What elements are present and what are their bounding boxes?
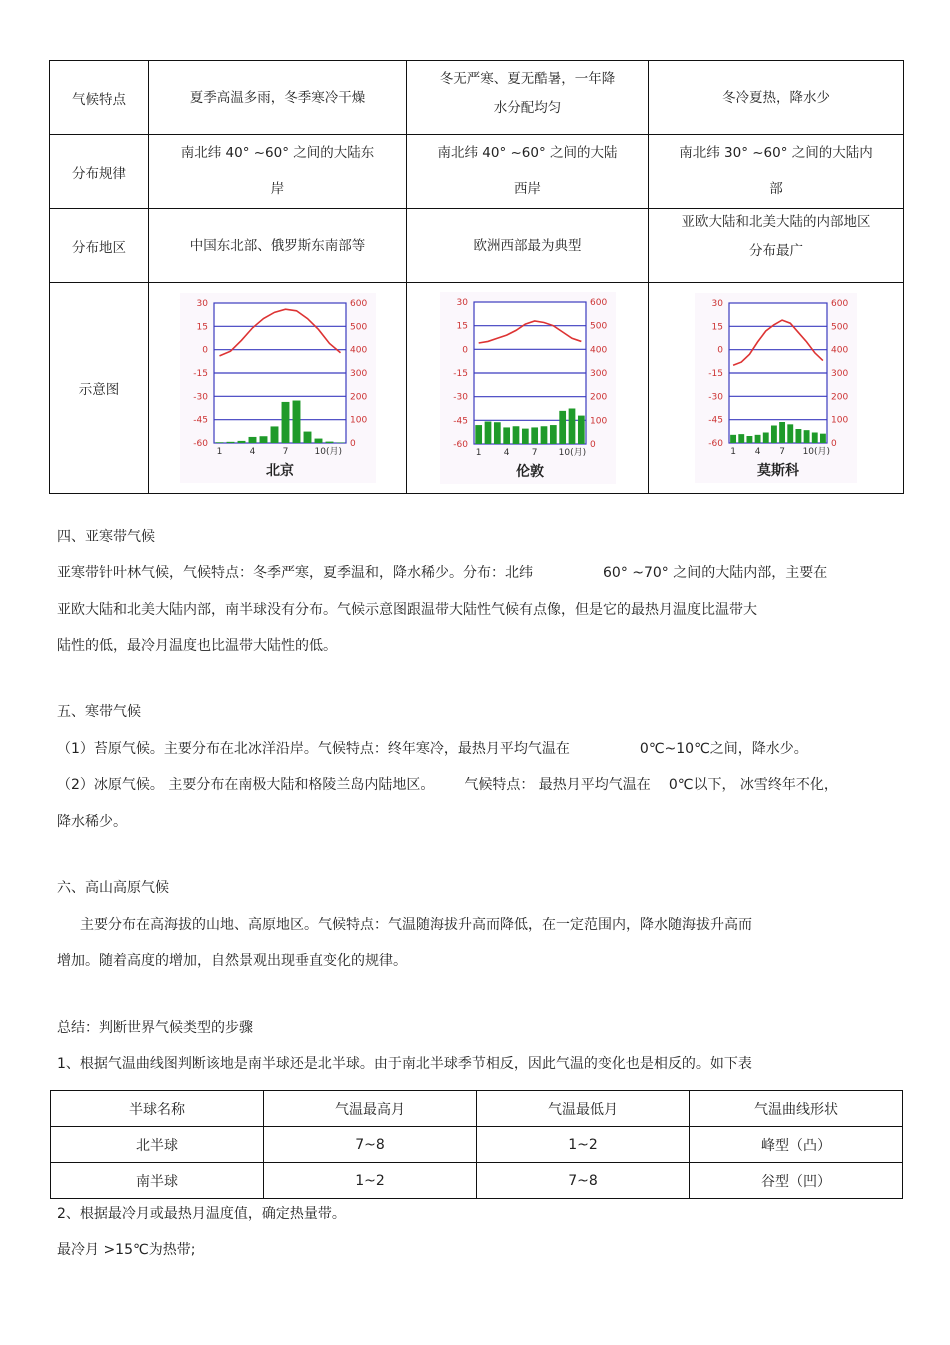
- table-header: 半球名称: [51, 1091, 264, 1127]
- y-left-tick-label: -60: [708, 439, 723, 449]
- text-span: 0℃以下， 冰雪终年不化，: [668, 777, 838, 793]
- x-tick-label: 4: [754, 447, 761, 457]
- table-row: [51, 1163, 903, 1199]
- precip-bar: [484, 422, 491, 444]
- table-cell: [407, 209, 649, 283]
- row-label: 分布规律: [50, 135, 149, 209]
- table-cell: 1~2: [264, 1163, 477, 1199]
- precip-bar: [746, 436, 752, 443]
- y-right-tick-label: 500: [589, 321, 607, 332]
- section4-title: 四、亚寒带气候: [57, 529, 155, 545]
- precip-bar: [531, 427, 538, 444]
- y-left-tick-label: -60: [192, 439, 208, 449]
- x-tick-label: 1: [475, 448, 482, 458]
- y-right-tick-label: 200: [349, 392, 367, 403]
- section6-line2: 增加。随着高度的增加，自然景观出现垂直变化的规律。: [57, 953, 407, 969]
- table-cell: 峰型（凸）: [690, 1127, 903, 1163]
- section5-line2: [57, 776, 838, 794]
- row-label: 分布地区: [50, 209, 149, 283]
- climate-table: [49, 60, 904, 494]
- cell-text: 南北纬 30° ~60° 之间的大陆内: [679, 145, 873, 161]
- cell-text: 分布最广: [749, 243, 803, 259]
- table-row: [51, 1127, 903, 1163]
- y-left-tick-label: -15: [452, 369, 468, 379]
- y-right-tick-label: 500: [831, 322, 849, 333]
- cell-text: 中国东北部、俄罗斯东南部等: [189, 237, 366, 254]
- cell-text: 部: [769, 181, 783, 197]
- table-cell: [149, 61, 407, 135]
- summary-title: 总结：判断世界气候类型的步骤: [57, 1020, 253, 1036]
- table-cell: [649, 135, 904, 209]
- y-right-tick-label: 500: [349, 322, 367, 333]
- y-right-tick-label: 0: [349, 439, 356, 449]
- table-cell: 1~2: [477, 1127, 690, 1163]
- summary-step2: 2、根据最冷月或最热月温度值，确定热量带。: [57, 1206, 346, 1222]
- cell-text: 西岸: [514, 181, 541, 197]
- precip-bar: [755, 435, 761, 443]
- summary-step3: 最冷月 >15℃为热带;: [57, 1242, 196, 1258]
- y-right-tick-label: 300: [831, 369, 849, 379]
- cell-text: 欧洲西部最为典型: [473, 237, 582, 254]
- y-right-tick-label: 600: [349, 299, 367, 309]
- x-tick-label: 7: [282, 447, 288, 457]
- precip-bar: [549, 425, 556, 444]
- x-tick-label: 4: [249, 447, 255, 457]
- chart-title: 伦敦: [515, 464, 544, 480]
- table-row: [50, 135, 904, 209]
- y-left-tick-label: -45: [452, 416, 468, 427]
- precip-bar: [292, 401, 300, 443]
- y-right-tick-label: 200: [831, 392, 849, 403]
- cell-text: 冬无严寒、夏无酷暑，一年降: [439, 71, 616, 87]
- table-header-row: [51, 1091, 903, 1127]
- x-tick-label: 10(月): [802, 447, 831, 457]
- precip-bar: [303, 432, 311, 443]
- y-left-tick-label: -45: [708, 415, 723, 426]
- cell-text: 南北纬 40° ~60° 之间的大陆东: [180, 145, 375, 161]
- table-header: 气温最低月: [477, 1091, 690, 1127]
- chart-cell: [149, 283, 407, 494]
- text-span: 0℃~10℃之间，降水少。: [639, 741, 808, 757]
- y-left-tick-label: 15: [711, 322, 723, 333]
- precip-bar: [787, 424, 793, 443]
- x-tick-label: 7: [779, 447, 785, 457]
- x-tick-label: 10(月): [558, 448, 586, 458]
- row-label: 示意图: [50, 283, 149, 494]
- precip-bar: [248, 437, 256, 443]
- hemisphere-table: [50, 1090, 903, 1199]
- table-row: [50, 61, 904, 135]
- y-left-tick-label: -15: [708, 369, 723, 379]
- chart-cell: [407, 283, 649, 494]
- table-cell: [649, 61, 904, 135]
- precip-bar: [226, 442, 234, 443]
- y-left-tick-label: 30: [456, 298, 468, 308]
- y-left-tick-label: -15: [192, 369, 208, 379]
- text-span: 亚寒带针叶林气候，气候特点：冬季严寒，夏季温和，降水稀少。分布：北纬: [57, 565, 533, 581]
- precip-bar: [503, 427, 510, 444]
- precip-bar: [540, 426, 547, 444]
- y-left-tick-label: 30: [711, 299, 723, 309]
- y-right-tick-label: 400: [831, 345, 849, 356]
- section5-title: 五、寒带气候: [57, 704, 141, 720]
- text-span: 气候特点： 最热月平均气温在: [464, 777, 651, 793]
- table-cell: 7~8: [477, 1163, 690, 1199]
- table-cell: [649, 209, 904, 283]
- section4-line1: [57, 564, 827, 582]
- y-right-tick-label: 400: [589, 345, 607, 356]
- chart-title: 莫斯科: [757, 463, 799, 479]
- table-row: [50, 283, 904, 494]
- x-tick-label: 7: [531, 448, 538, 458]
- section4-line3: 陆性的低，最冷月温度也比温带大陆性的低。: [57, 638, 337, 654]
- y-left-tick-label: 0: [717, 345, 723, 356]
- precip-bar: [779, 422, 785, 443]
- text-span: （1）苔原气候。主要分布在北冰洋沿岸。气候特点：终年寒冷，最热月平均气温在: [57, 741, 570, 757]
- precip-bar: [577, 416, 584, 444]
- y-right-tick-label: 100: [349, 415, 367, 426]
- climate-chart-beijing: [180, 293, 376, 483]
- precip-bar: [738, 434, 744, 443]
- y-left-tick-label: -30: [192, 392, 208, 403]
- section5-line3: 降水稀少。: [57, 814, 127, 830]
- table-header: 气温曲线形状: [690, 1091, 903, 1127]
- summary-step1: 1、根据气温曲线图判断该地是南半球还是北半球。由于南北半球季节相反，因此气温的变化也是相反的。如下表: [57, 1056, 752, 1072]
- cell-text: 亚欧大陆和北美大陆的内部地区: [681, 214, 871, 230]
- precip-bar: [493, 422, 500, 444]
- chart-title: 北京: [265, 463, 294, 479]
- cell-text: 南北纬 40° ~60° 之间的大陆: [437, 145, 618, 161]
- y-right-tick-label: 0: [589, 440, 596, 450]
- precip-bar: [512, 426, 519, 444]
- y-left-tick-label: -60: [452, 440, 468, 450]
- section4-line2: 亚欧大陆和北美大陆内部，南半球没有分布。气候示意图跟温带大陆性气候有点像，但是它的最热月温度比温带大: [57, 602, 757, 618]
- y-left-tick-label: -45: [192, 415, 208, 426]
- y-left-tick-label: -30: [452, 392, 468, 403]
- y-left-tick-label: -30: [708, 392, 723, 403]
- precip-bar: [215, 442, 223, 443]
- climate-chart-moscow: [695, 293, 857, 483]
- text-span: 60° ~70° 之间的大陆内部，主要在: [603, 565, 828, 581]
- table-cell: [407, 135, 649, 209]
- precip-bar: [521, 429, 528, 444]
- y-left-tick-label: 0: [201, 345, 208, 356]
- precip-bar: [763, 433, 769, 444]
- precip-bar: [568, 409, 575, 445]
- cell-text: 冬冷夏热，降水少: [722, 89, 830, 106]
- y-right-tick-label: 300: [589, 369, 607, 379]
- table-cell: 北半球: [51, 1127, 264, 1163]
- section6-line1: 主要分布在高海拔的山地、高原地区。气候特点：气温随海拔升高而降低，在一定范围内，降水随海拔升高而: [80, 917, 752, 933]
- precip-bar: [281, 402, 289, 443]
- precip-bar: [559, 411, 566, 444]
- precip-bar: [325, 442, 333, 443]
- cell-text: 夏季高温多雨，冬季寒冷干燥: [189, 89, 366, 106]
- text-span: （2）冰原气候。 主要分布在南极大陆和格陵兰岛内陆地区。: [57, 777, 435, 793]
- row-label: 气候特点: [50, 61, 149, 135]
- y-right-tick-label: 200: [589, 392, 607, 403]
- precip-bar: [475, 425, 482, 444]
- cell-text: 水分配均匀: [493, 100, 562, 116]
- table-cell: [149, 209, 407, 283]
- x-tick-label: 1: [216, 447, 222, 457]
- precip-bar: [771, 426, 777, 444]
- table-header: 气温最高月: [264, 1091, 477, 1127]
- chart-cell: [649, 283, 904, 494]
- precip-bar: [804, 430, 810, 443]
- precip-bar: [259, 436, 267, 443]
- table-cell: 7~8: [264, 1127, 477, 1163]
- y-right-tick-label: 600: [589, 298, 607, 308]
- table-cell: 谷型（凹）: [690, 1163, 903, 1199]
- y-left-tick-label: 30: [196, 299, 208, 309]
- x-tick-label: 10(月): [314, 447, 342, 457]
- y-right-tick-label: 100: [589, 416, 607, 427]
- y-right-tick-label: 400: [349, 345, 367, 356]
- y-right-tick-label: 300: [349, 369, 367, 379]
- y-left-tick-label: 0: [461, 345, 468, 356]
- precip-bar: [314, 439, 322, 443]
- table-cell: [149, 135, 407, 209]
- precip-bar: [795, 429, 801, 443]
- cell-text: 岸: [270, 181, 285, 197]
- y-right-tick-label: 600: [831, 299, 849, 309]
- y-left-tick-label: 15: [456, 321, 468, 332]
- x-tick-label: 1: [730, 447, 736, 457]
- precip-bar: [270, 426, 278, 443]
- y-right-tick-label: 0: [831, 439, 837, 449]
- y-right-tick-label: 100: [831, 415, 849, 426]
- climate-chart-london: [440, 292, 616, 484]
- precip-bar: [812, 433, 818, 444]
- precip-bar: [820, 434, 826, 443]
- table-cell: [407, 61, 649, 135]
- y-left-tick-label: 15: [196, 322, 208, 333]
- x-tick-label: 4: [503, 448, 510, 458]
- precip-bar: [730, 435, 736, 443]
- table-cell: 南半球: [51, 1163, 264, 1199]
- section5-line1: [57, 740, 808, 758]
- precip-bar: [237, 441, 245, 443]
- section6-title: 六、高山高原气候: [57, 880, 169, 896]
- table-row: [50, 209, 904, 283]
